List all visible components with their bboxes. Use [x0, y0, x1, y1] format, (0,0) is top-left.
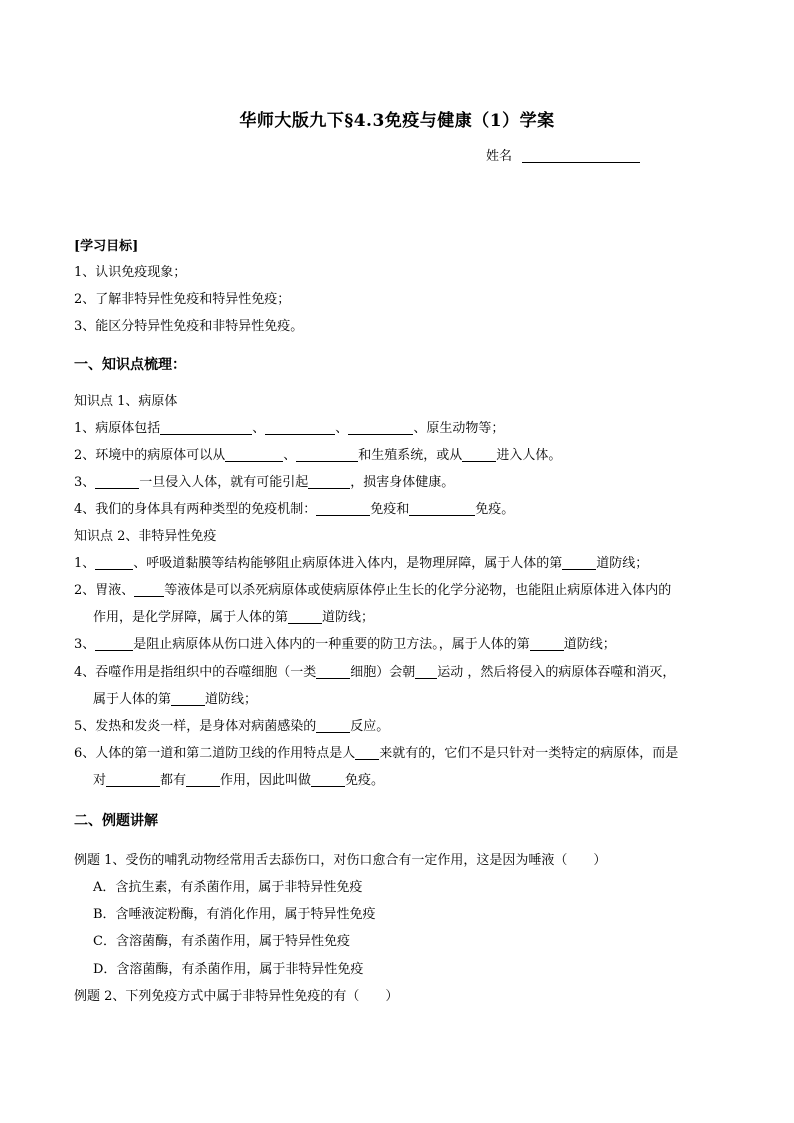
answer-blank [186, 772, 220, 787]
example1-option-d: D．含溶菌酶，有杀菌作用，属于非特异性免疫 [93, 962, 364, 977]
answer-blank [348, 420, 413, 435]
answer-blank [134, 582, 164, 597]
kp2-heading: 知识点 2、非特异性免疫 [74, 529, 217, 544]
kp2-question-5: 5、发热和发炎一样，是身体对病菌感染的 反应。 [74, 719, 390, 734]
document-title: 华师大版九下§4.3免疫与健康（1）学案 [239, 111, 555, 131]
example1-option-b: B．含唾液淀粉酶，有消化作用，属于特异性免疫 [93, 907, 376, 922]
answer-blank [95, 474, 139, 489]
kp2-question-2: 2、胃液、 等液体是可以杀死病原体或使病原体停止生长的化学分泌物，也能阻止病原体进入体内的 [74, 583, 672, 598]
answer-blank [409, 501, 475, 516]
answer-blank [415, 664, 437, 679]
answer-blank [562, 555, 596, 570]
answer-blank [160, 420, 252, 435]
answer-blank [225, 447, 283, 462]
answer-blank [316, 664, 350, 679]
objective-item: 1、认识免疫现象； [74, 265, 187, 280]
answer-blank [106, 772, 160, 787]
example1-option-a: A．含抗生素，有杀菌作用，属于非特异性免疫 [93, 880, 363, 895]
kp1-question-3: 3、 一旦侵入人体，就有可能引起 ，损害身体健康。 [74, 475, 455, 490]
answer-blank [171, 691, 205, 706]
answer-blank [296, 447, 358, 462]
objective-item: 2、了解非特异性免疫和特异性免疫； [74, 292, 291, 307]
answer-blank [530, 636, 564, 651]
objective-item: 3、能区分特异性免疫和非特异性免疫。 [74, 319, 304, 334]
kp1-question-4: 4、我们的身体具有两种类型的免疫机制： 免疫和 免疫。 [74, 502, 515, 517]
answer-blank [355, 745, 379, 760]
name-label: 姓名 [486, 149, 513, 164]
kp1-heading: 知识点 1、病原体 [74, 394, 178, 409]
example1-stem: 例题 1、受伤的哺乳动物经常用舌去舔伤口，对伤口愈合有一定作用，这是因为唾液（ ） [74, 853, 607, 868]
kp1-question-2: 2、环境中的病原体可以从 、 和生殖系统，或从 进入人体。 [74, 448, 562, 463]
kp1-question-1: 1、病原体包括 、 、 、原生动物等； [74, 421, 505, 436]
section1-heading: 一、知识点梳理： [74, 357, 186, 373]
kp2-question-4-cont: 属于人体的第 道防线； [93, 692, 258, 707]
name-field [486, 145, 640, 164]
kp2-question-6: 6、人体的第一道和第二道防卫线的作用特点是人 来就有的，它们不是只针对一类特定的病原体，而是 [74, 746, 679, 761]
answer-blank [311, 772, 345, 787]
answer-blank [95, 636, 133, 651]
section2-heading: 二、例题讲解 [74, 813, 158, 829]
answer-blank [316, 718, 350, 733]
objectives-heading: [学习目标] [74, 239, 139, 254]
answer-blank [308, 474, 350, 489]
answer-blank [462, 447, 496, 462]
answer-blank [316, 501, 370, 516]
kp2-question-2-cont: 作用，是化学屏障，属于人体的第 道防线； [93, 610, 375, 625]
kp2-question-6-cont: 对 都有 作用，因此叫做 免疫。 [93, 773, 385, 788]
answer-blank [288, 609, 322, 624]
example2-stem: 例题 2、下列免疫方式中属于非特异性免疫的有（ ） [74, 989, 399, 1004]
kp2-question-4: 4、吞噬作用是指组织中的吞噬细胞（一类 细胞）会朝 运动 ，然后将侵入的病原体吞噬和消灭， [74, 665, 676, 680]
kp2-question-3: 3、 是阻止病原体从伤口进入体内的一种重要的防卫方法。，属于人体的第 道防线； [74, 637, 616, 652]
kp2-question-1: 1、 、呼吸道黏膜等结构能够阻止病原体进入体内，是物理屏障，属于人体的第 道防线； [74, 556, 649, 571]
answer-blank [265, 420, 335, 435]
name-blank [522, 148, 640, 163]
answer-blank [95, 555, 133, 570]
example1-option-c: C．含溶菌酶，有杀菌作用，属于特异性免疫 [93, 934, 350, 949]
